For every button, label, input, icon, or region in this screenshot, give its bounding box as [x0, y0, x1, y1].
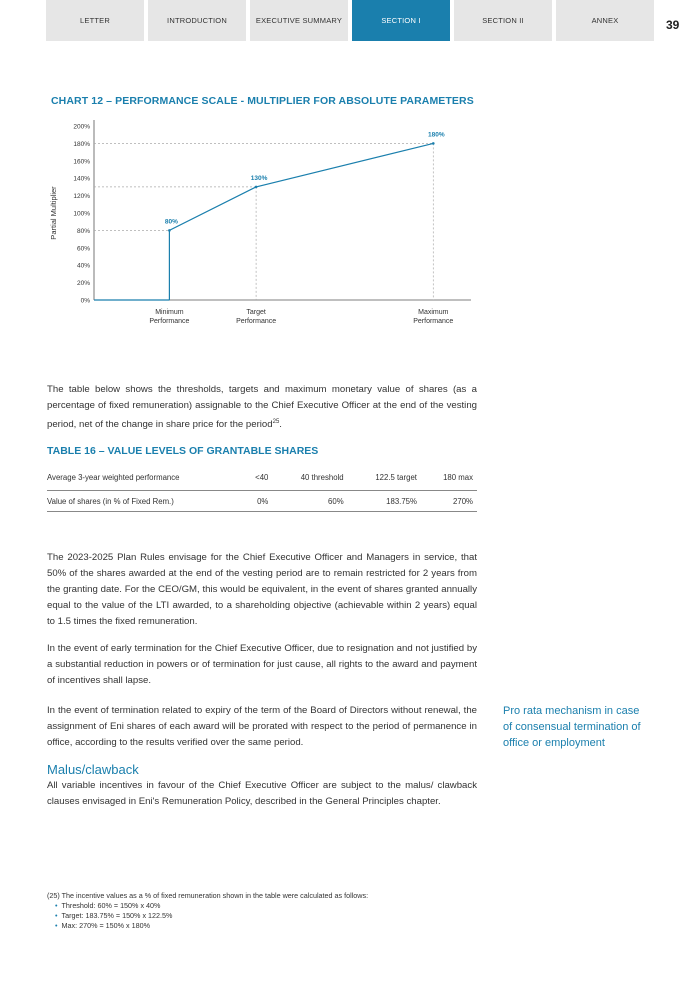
- footnote-ref-25[interactable]: 25: [272, 419, 280, 425]
- early-termination-paragraph: In the event of early termination for the Chief Executive Officer, due to resignation and not justified by a substantial reduction in powers or of termination for just cause, all rights to the award and payment of incentives shall lapse.: [47, 643, 477, 686]
- tab-section-i[interactable]: SECTION I: [352, 0, 450, 41]
- footnote-item: • Max: 270% = 150% x 180%: [55, 921, 368, 931]
- table-cell: 270%: [421, 491, 477, 512]
- data-label: 180%: [427, 131, 445, 139]
- table-title: TABLE 16 – VALUE LEVELS OF GRANTABLE SHARES: [47, 445, 319, 457]
- data-point: [432, 142, 435, 145]
- tab-section-ii[interactable]: SECTION II: [454, 0, 552, 41]
- y-tick-label: 60%: [76, 245, 90, 253]
- table-cell: 183.75%: [348, 491, 421, 512]
- table-row: [47, 491, 477, 512]
- x-category-label: Performance: [149, 318, 190, 325]
- tab-executive-summary[interactable]: EXECUTIVE SUMMARY: [250, 0, 348, 41]
- term-expiry-paragraph: In the event of termination related to expiry of the term of the Board of Directors without renewal, the assignment of Eni shares of each award will be prorated with respect to the period of permanence in office, according to the results verified over the same period.: [47, 705, 477, 748]
- y-tick-label: 20%: [76, 280, 90, 288]
- grantable-shares-table: [47, 464, 477, 512]
- header-cell: 180 max: [421, 464, 477, 491]
- y-tick-label: 40%: [76, 262, 90, 270]
- series-line: [169, 143, 433, 300]
- x-category-label: Target: [246, 309, 266, 316]
- y-tick-label: 120%: [73, 193, 90, 201]
- table-cell: 60%: [272, 491, 347, 512]
- y-tick-label: 140%: [73, 175, 90, 183]
- x-category-label: Performance: [236, 318, 277, 325]
- tab-letter[interactable]: LETTER: [46, 0, 144, 41]
- performance-chart: [0, 110, 500, 340]
- x-category-label: Performance: [413, 318, 454, 325]
- footnote-item: • Target: 183.75% = 150% x 122.5%: [55, 911, 368, 921]
- page-number: 39: [666, 18, 680, 32]
- data-point: [255, 186, 258, 189]
- footnote: [47, 891, 368, 931]
- y-tick-label: 200%: [73, 123, 90, 131]
- header-cell: <40: [241, 464, 272, 491]
- data-label: 80%: [164, 218, 178, 226]
- y-tick-label: 160%: [73, 158, 90, 166]
- data-point: [168, 229, 171, 232]
- side-note: Pro rata mechanism in case of consensual termination of office or employment: [503, 705, 641, 749]
- x-category-label: Minimum: [155, 309, 184, 316]
- plan-rules-paragraph: The 2023-2025 Plan Rules envisage for the Chief Executive Officer and Managers in service, that 50% of the shares awarded at the end of the vesting period are to remain restricted for 2 years from the granting date. For the CEO/GM, this would be equivalent, in the event of shares granted annually equal to the value of the LTI awarded, to a shareholding objective (achievable within 2 years) equal to 1.5 times the fixed remuneration.: [47, 552, 477, 627]
- table-cell: 0%: [241, 491, 272, 512]
- malus-clawback-heading: Malus/clawback: [47, 762, 139, 777]
- footnote-intro: (25) The incentive values as a % of fixed remuneration shown in the table were calculated as follows:: [47, 891, 369, 900]
- header-cell: 40 threshold: [272, 464, 347, 491]
- tab-introduction[interactable]: INTRODUCTION: [148, 0, 246, 41]
- y-axis-label: Partial Multiplier: [49, 186, 58, 240]
- footnote-list: [47, 901, 368, 931]
- y-tick-label: 180%: [73, 140, 90, 148]
- x-category-label: Maximum: [418, 309, 449, 316]
- tab-annex[interactable]: ANNEX: [556, 0, 654, 41]
- header-cell: 122.5 target: [348, 464, 421, 491]
- table-intro-paragraph: The table below shows the thresholds, targets and maximum monetary value of shares (as a percentage of fixed remuneration) assignable to the Chief Executive Officer at the end of the vesting period, net of the change in share price for the period$^{25}$.: [47, 384, 477, 431]
- malus-clawback-paragraph: All variable incentives in favour of the Chief Executive Officer are subject to the malus/ clawback clauses envisaged in Eni's Remuneration Policy, described in the General Principles chapter.: [47, 780, 477, 807]
- chart-title: CHART 12 – PERFORMANCE SCALE - MULTIPLIER FOR ABSOLUTE PARAMETERS: [51, 95, 474, 107]
- table-header-row: [47, 464, 477, 491]
- y-tick-label: 0%: [80, 297, 90, 305]
- row-label: Value of shares (in % of Fixed Rem.): [47, 491, 241, 512]
- y-tick-label: 100%: [73, 210, 90, 218]
- footnote-item: • Threshold: 60% = 150% x 40%: [55, 901, 368, 911]
- y-tick-label: 80%: [76, 227, 90, 235]
- data-label: 130%: [250, 174, 268, 182]
- header-cell: Average 3-year weighted performance: [47, 464, 241, 491]
